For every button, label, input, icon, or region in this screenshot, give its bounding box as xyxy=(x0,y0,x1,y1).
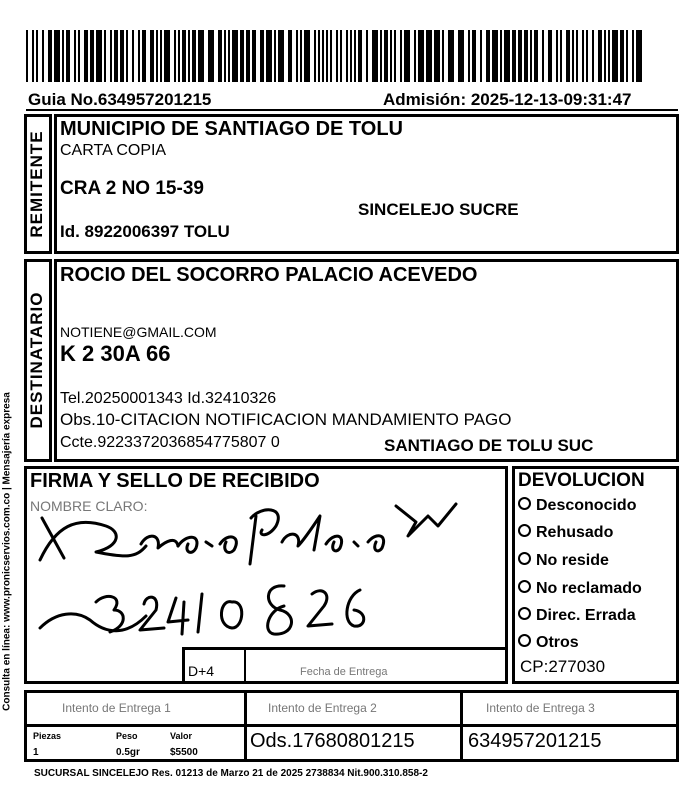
barcode-bar xyxy=(366,30,368,82)
remitente-id: Id. 8922006397 TOLU xyxy=(60,222,230,241)
barcode-bar xyxy=(636,30,642,82)
barcode-bar xyxy=(32,30,34,82)
barcode-bar xyxy=(632,30,634,82)
barcode-bar xyxy=(132,30,134,82)
barcode-bar xyxy=(274,30,276,82)
barcode-bar xyxy=(336,30,338,82)
barcode-bar xyxy=(524,30,528,82)
barcode-bar xyxy=(96,30,102,82)
barcode-bar xyxy=(278,30,284,82)
barcode-bar xyxy=(560,30,562,82)
barcode-bar xyxy=(232,30,238,82)
barcode-bar xyxy=(434,30,440,82)
option-label: No reside xyxy=(536,552,609,569)
barcode-bar xyxy=(74,30,76,82)
barcode-bar xyxy=(586,30,588,82)
barcode-bar xyxy=(126,30,128,82)
barcode-bar xyxy=(198,30,204,82)
barcode-bar xyxy=(288,30,292,82)
barcode-bar xyxy=(192,30,196,82)
d-plus-label: D+4 xyxy=(188,663,215,679)
barcode-bar xyxy=(318,30,320,82)
option-label: No reclamado xyxy=(536,580,642,597)
piezas-value: 1 xyxy=(33,747,39,758)
barcode-bar xyxy=(48,30,52,82)
barcode-bar xyxy=(468,30,470,82)
barcode-bar xyxy=(604,30,606,82)
option-circle-icon xyxy=(518,497,531,510)
barcode-bar xyxy=(252,30,256,82)
barcode-bar xyxy=(472,30,476,82)
fecha-entrega-label: Fecha de Entrega xyxy=(300,666,388,678)
barcode-bar xyxy=(582,30,584,82)
barcode-bar xyxy=(448,30,454,82)
handwritten-signature xyxy=(36,486,486,656)
peso-header: Peso xyxy=(116,731,138,741)
intento-entrega-2: Intento de Entrega 2 xyxy=(268,701,377,715)
barcode-bar xyxy=(394,30,396,82)
devolucion-option-no-reclamado xyxy=(518,580,642,598)
destinatario-address: K 2 30A 66 xyxy=(60,341,171,366)
barcode-bar xyxy=(400,30,402,82)
remitente-label: REMITENTE xyxy=(27,130,46,238)
option-circle-icon xyxy=(518,524,531,537)
barcode-bar xyxy=(62,30,64,82)
barcode-bar xyxy=(26,30,28,82)
barcode-bar xyxy=(240,30,244,82)
barcode-bar xyxy=(418,30,424,82)
destinatario-label: DESTINATARIO xyxy=(27,291,46,429)
ods-number: Ods.17680801215 xyxy=(250,730,415,752)
barcode-bar xyxy=(322,30,324,82)
footer-legal: SUCURSAL SINCELEJO Res. 01213 de Marzo 21 de 2025 2738834 Nit.900.310.858-2 xyxy=(34,768,428,779)
intento-entrega-3: Intento de Entrega 3 xyxy=(486,701,595,715)
destinatario-name: ROCIO DEL SOCORRO PALACIO ACEVEDO xyxy=(60,264,478,286)
barcode-bar xyxy=(182,30,186,82)
devolucion-option-rehusado xyxy=(518,524,613,542)
option-circle-icon xyxy=(518,607,531,620)
barcode-bar xyxy=(592,30,594,82)
barcode-bar xyxy=(120,30,124,82)
header-rule xyxy=(26,109,678,111)
option-label: Rehusado xyxy=(536,524,614,541)
barcode-bar xyxy=(110,30,112,82)
barcode-bar xyxy=(500,30,502,82)
barcode-bar xyxy=(260,30,264,82)
barcode-bar xyxy=(164,30,170,82)
valor-header: Valor xyxy=(170,731,193,741)
barcode-bar xyxy=(548,30,552,82)
barcode-bar xyxy=(78,30,80,82)
barcode-bar xyxy=(84,30,88,82)
barcode-bar xyxy=(330,30,332,82)
barcode-bar xyxy=(358,30,362,82)
nombre-claro-label: NOMBRE CLARO: xyxy=(30,498,148,514)
barcode-bar xyxy=(492,30,498,82)
destinatario-tel: Tel.20250001343 Id.32410326 xyxy=(60,390,277,407)
barcode-bar xyxy=(504,30,510,82)
barcode-bar xyxy=(114,30,118,82)
option-label: Direc. Errada xyxy=(536,607,636,624)
barcode-bar xyxy=(556,30,558,82)
barcode-bar xyxy=(224,30,226,82)
barcode-bar xyxy=(314,30,316,82)
barcode-bar xyxy=(414,30,416,82)
barcode-bar xyxy=(208,30,214,82)
barcode-bar xyxy=(36,30,38,82)
barcode-bar xyxy=(246,30,250,82)
option-circle-icon xyxy=(518,580,531,593)
peso-value: 0.5gr xyxy=(116,747,140,758)
intento-entrega-1: Intento de Entrega 1 xyxy=(62,701,171,715)
barcode-bar xyxy=(228,30,230,82)
barcode xyxy=(26,30,648,82)
guide-number-header: Guia No.634957201215 xyxy=(28,90,212,109)
destinatario-city: SANTIAGO DE TOLU SUC xyxy=(384,436,594,455)
barcode-bar xyxy=(372,30,378,82)
barcode-bar xyxy=(296,30,298,82)
barcode-bar xyxy=(576,30,578,82)
barcode-bar xyxy=(104,30,106,82)
barcode-bar xyxy=(90,30,94,82)
destinatario-ccte: Ccte.9223372036854775807 0 xyxy=(60,434,280,451)
barcode-bar xyxy=(188,30,190,82)
intentos-row-divider xyxy=(24,724,679,727)
barcode-bar xyxy=(54,30,60,82)
devolucion-option-direc-errada xyxy=(518,607,636,625)
barcode-bar xyxy=(572,30,574,82)
devolucion-option-no-reside xyxy=(518,552,609,570)
option-circle-icon xyxy=(518,634,531,647)
piezas-header: Piezas xyxy=(33,731,62,741)
barcode-bar xyxy=(530,30,532,82)
barcode-bar xyxy=(404,30,410,82)
recibido-title: FIRMA Y SELLO DE RECIBIDO xyxy=(30,470,320,492)
valor-value: $5500 xyxy=(170,747,198,758)
remitente-city: SINCELEJO SUCRE xyxy=(358,200,519,219)
option-label: Desconocido xyxy=(536,497,637,514)
barcode-bar xyxy=(384,30,388,82)
barcode-bar xyxy=(354,30,356,82)
barcode-bar xyxy=(300,30,302,82)
barcode-bar xyxy=(458,30,464,82)
devolucion-option-desconocido xyxy=(518,497,636,515)
barcode-bar xyxy=(340,30,342,82)
destinatario-obs: Obs.10-CITACION NOTIFICACION MANDAMIENTO PAGO xyxy=(60,410,512,429)
barcode-bar xyxy=(150,30,154,82)
barcode-bar xyxy=(426,30,432,82)
option-label: Otros xyxy=(536,634,579,651)
barcode-bar xyxy=(480,30,482,82)
remitente-type: CARTA COPIA xyxy=(60,142,167,159)
barcode-bar xyxy=(612,30,618,82)
postal-code: CP:277030 xyxy=(520,657,606,676)
barcode-bar xyxy=(598,30,602,82)
barcode-bar xyxy=(350,30,352,82)
barcode-bar xyxy=(66,30,70,82)
barcode-bar xyxy=(620,30,624,82)
barcode-bar xyxy=(390,30,392,82)
barcode-bar xyxy=(566,30,570,82)
option-circle-icon xyxy=(518,552,531,565)
barcode-bar xyxy=(326,30,328,82)
barcode-bar xyxy=(486,30,490,82)
barcode-bar xyxy=(346,30,348,82)
devolucion-option-otros xyxy=(518,634,579,652)
devolucion-title: DEVOLUCION xyxy=(518,470,645,491)
barcode-bar xyxy=(138,30,140,82)
barcode-bar xyxy=(156,30,158,82)
barcode-bar xyxy=(218,30,222,82)
barcode-bar xyxy=(160,30,162,82)
barcode-bar xyxy=(380,30,382,82)
barcode-bar xyxy=(304,30,310,82)
barcode-bar xyxy=(542,30,544,82)
barcode-bar xyxy=(608,30,610,82)
barcode-bar xyxy=(534,30,538,82)
barcode-bar xyxy=(626,30,628,82)
destinatario-email: NOTIENE@GMAIL.COM xyxy=(60,324,217,340)
remitente-address: CRA 2 NO 15-39 xyxy=(60,178,204,199)
barcode-bar xyxy=(178,30,180,82)
barcode-bar xyxy=(266,30,272,82)
barcode-bar xyxy=(174,30,176,82)
admission-timestamp: Admisión: 2025-12-13-09:31:47 xyxy=(383,90,632,109)
barcode-bar xyxy=(42,30,44,82)
remitente-name: MUNICIPIO DE SANTIAGO DE TOLU xyxy=(60,118,403,140)
barcode-bar xyxy=(442,30,444,82)
side-info-text: Consulta en línea: www.pronicservios.com.co | Mensajería expresa xyxy=(1,392,13,711)
barcode-bar xyxy=(142,30,146,82)
barcode-bar xyxy=(518,30,522,82)
barcode-bar xyxy=(512,30,516,82)
guide-number-bottom: 634957201215 xyxy=(468,730,602,752)
